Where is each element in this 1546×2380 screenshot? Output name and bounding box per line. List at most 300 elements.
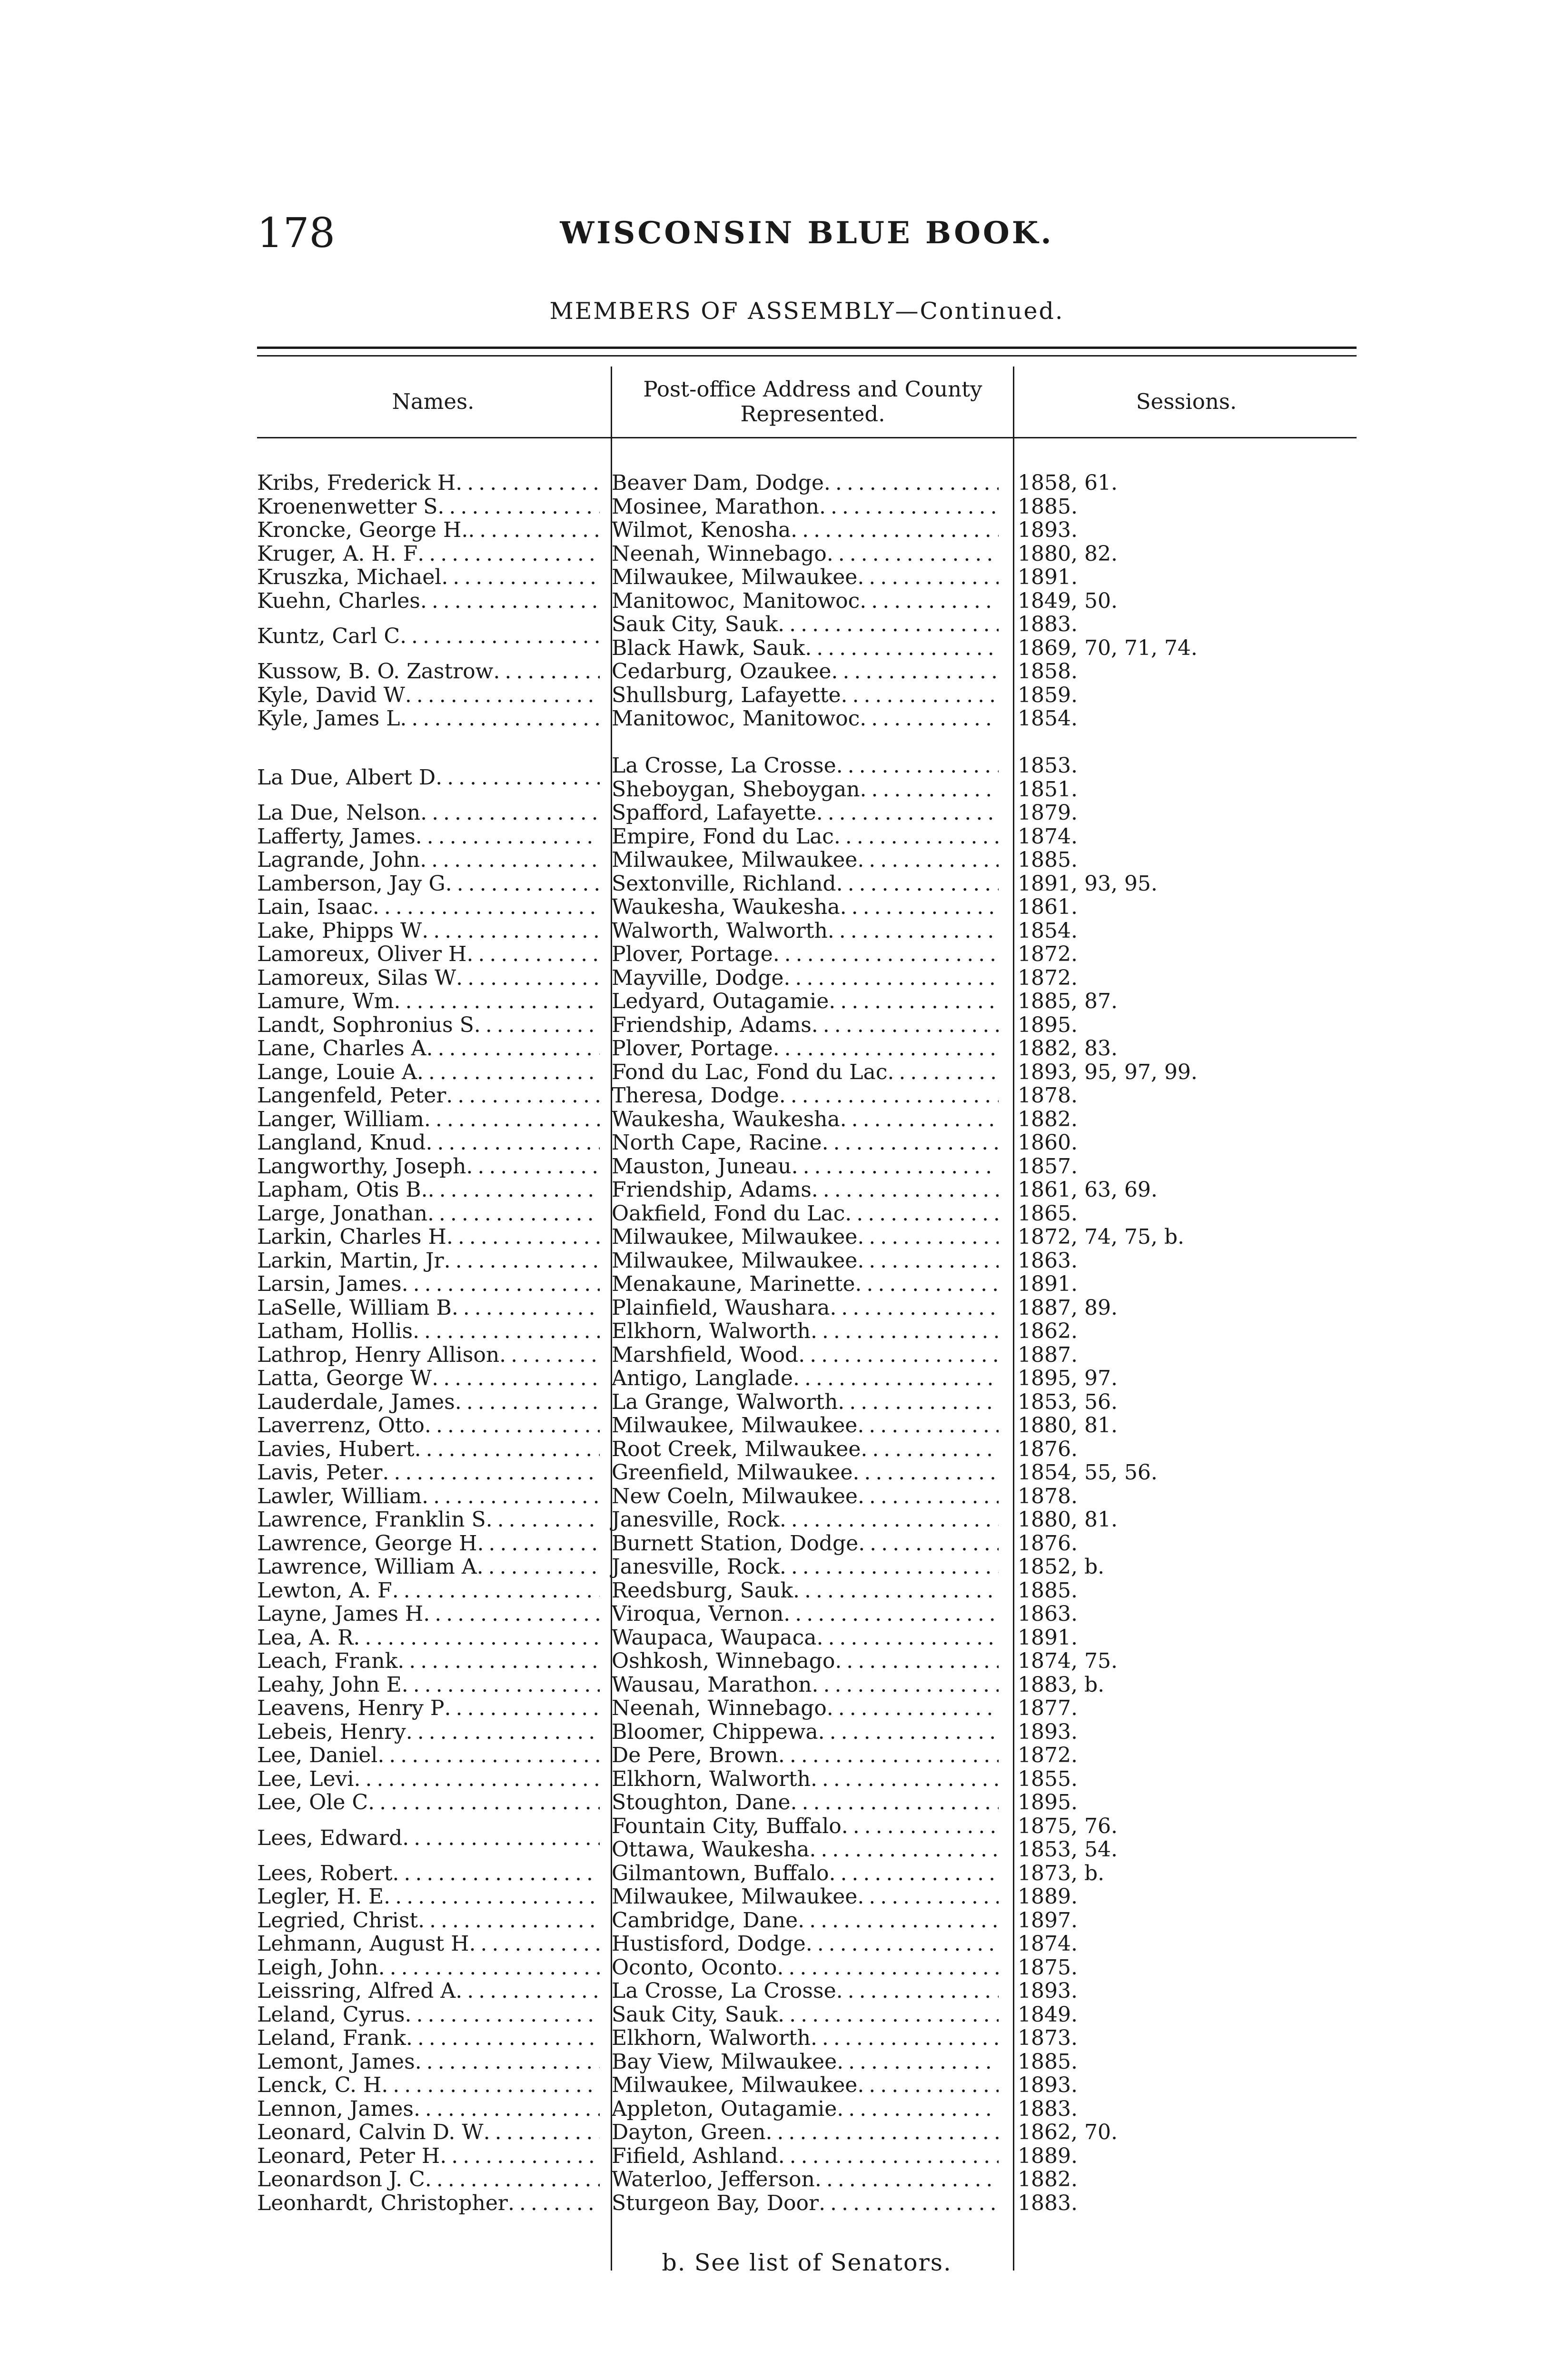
- table-row: [257, 1508, 1357, 1532]
- session-years: [1018, 731, 1332, 754]
- post-office-line: [612, 1390, 999, 1414]
- session-years: 1873.: [1018, 2026, 1078, 2050]
- sessions: [999, 565, 1332, 589]
- post-office-line: [612, 1013, 999, 1037]
- sessions: [999, 1319, 1332, 1343]
- post-office-text: Milwaukee, Milwaukee: [612, 1225, 858, 1249]
- post-office-text: Beaver Dam, Dodge: [612, 471, 824, 495]
- post-office-text: Manitowoc, Manitowoc: [612, 707, 860, 731]
- session-years: 1878.: [1018, 1484, 1078, 1508]
- member-name: [257, 1555, 600, 1579]
- member-name: [257, 872, 600, 896]
- post-office-text: Fountain City, Buffalo: [612, 1814, 842, 1838]
- member-name-text: Laverrenz, Otto: [257, 1413, 425, 1438]
- member-name-text: Larkin, Charles H: [257, 1225, 446, 1250]
- sessions: [999, 2168, 1332, 2192]
- member-name-text: LaSelle, William B: [257, 1295, 452, 1320]
- post-office-text: Gilmantown, Buffalo: [612, 1861, 829, 1885]
- post-office-line: [612, 1956, 999, 1980]
- table-row: [257, 1791, 1357, 1815]
- post-office-address: [600, 707, 999, 731]
- sessions: [999, 684, 1332, 707]
- post-office-line: [612, 1438, 999, 1461]
- member-name: [257, 589, 600, 613]
- member-name: [257, 542, 600, 566]
- session-years: 1891.: [1018, 1272, 1078, 1296]
- member-name: [257, 1767, 600, 1791]
- post-office-text: Waupaca, Waupaca: [612, 1626, 817, 1649]
- post-office-line: [612, 1343, 999, 1367]
- post-office-address: [600, 1367, 999, 1390]
- session-years: 1891.: [1018, 1626, 1078, 1649]
- member-name-text: Latta, George W: [257, 1366, 432, 1391]
- member-name: [257, 1225, 600, 1249]
- table-row: [257, 825, 1357, 849]
- member-name: [257, 1272, 600, 1296]
- post-office-address: [600, 990, 999, 1013]
- table-row: [257, 707, 1357, 731]
- post-office-line: [612, 1084, 999, 1108]
- sessions: [999, 1862, 1332, 1885]
- table-row: [257, 2192, 1357, 2215]
- session-years: 1889.: [1018, 2144, 1078, 2168]
- sessions: [999, 1555, 1332, 1579]
- post-office-line: [612, 1885, 999, 1909]
- post-office-text: Janesville, Rock: [612, 1555, 780, 1579]
- post-office-line: [612, 1673, 999, 1697]
- table-row: [257, 1885, 1357, 1909]
- post-office-address: [600, 1390, 999, 1414]
- post-office-address: [600, 2144, 999, 2168]
- post-office-line: [612, 1720, 999, 1744]
- table-row: [257, 660, 1357, 684]
- member-name-text: Lane, Charles A: [257, 1036, 426, 1061]
- sessions: [999, 872, 1332, 896]
- post-office-text: Mayville, Dodge: [612, 966, 784, 990]
- sessions: [999, 942, 1332, 966]
- post-office-address: [600, 2050, 999, 2074]
- session-years: 1872.: [1018, 1744, 1078, 1767]
- table-spacer: [257, 731, 1357, 754]
- sessions: [999, 1390, 1332, 1414]
- post-office-text: Elkhorn, Walworth: [612, 2026, 811, 2050]
- member-name: [257, 1932, 600, 1956]
- table-row: [257, 518, 1357, 542]
- table-row: [257, 1932, 1357, 1956]
- member-name-text: Lake, Phipps W: [257, 918, 422, 943]
- post-office-line: [612, 1744, 999, 1767]
- table-row: [257, 1744, 1357, 1767]
- post-office-address: [600, 872, 999, 896]
- member-name-text: Lawrence, William A: [257, 1555, 477, 1579]
- post-office-line: [612, 731, 999, 754]
- session-years: 1885.: [1018, 2050, 1078, 2073]
- member-name: [257, 1413, 600, 1438]
- session-years: 1859.: [1018, 683, 1078, 707]
- post-office-text: Bay View, Milwaukee: [612, 2050, 837, 2073]
- table-row: [257, 754, 1357, 801]
- post-office-text: Milwaukee, Milwaukee: [612, 2073, 858, 2097]
- post-office-address: [600, 1225, 999, 1249]
- post-office-address: [600, 895, 999, 919]
- post-office-address: [600, 966, 999, 990]
- post-office-text: Manitowoc, Manitowoc: [612, 589, 860, 613]
- session-years: 1876.: [1018, 1531, 1078, 1555]
- sessions: [999, 1013, 1332, 1037]
- member-name: [257, 1484, 600, 1508]
- table-row: [257, 801, 1357, 825]
- session-years: 1874.: [1018, 824, 1078, 848]
- post-office-text: Cambridge, Dane: [612, 1908, 798, 1932]
- post-office-line: [612, 1037, 999, 1061]
- post-office-text: Reedsburg, Sauk: [612, 1578, 793, 1602]
- sessions: [999, 1225, 1332, 1249]
- member-name-text: Lewton, A. F: [257, 1578, 392, 1603]
- post-office-address: [600, 919, 999, 943]
- member-name: [257, 1743, 600, 1767]
- table-row: [257, 1696, 1357, 1720]
- member-name-text: Latham, Hollis: [257, 1319, 413, 1344]
- post-office-address: [600, 1178, 999, 1202]
- member-name: [257, 1673, 600, 1697]
- footnote: b. See list of Senators.: [662, 2249, 952, 2276]
- post-office-address: [600, 1696, 999, 1720]
- post-office-line: [612, 2050, 999, 2074]
- post-office-address: [600, 1037, 999, 1061]
- sessions: [999, 2026, 1332, 2050]
- table-row: [257, 1037, 1357, 1061]
- sessions: [999, 660, 1332, 684]
- post-office-address: [600, 1885, 999, 1909]
- post-office-text: Milwaukee, Milwaukee: [612, 565, 858, 589]
- session-years: 1858, 61.: [1018, 471, 1118, 495]
- sessions: [999, 1815, 1332, 1862]
- table-row: [257, 1108, 1357, 1131]
- member-name: [257, 1036, 600, 1061]
- member-name: [257, 565, 600, 589]
- member-name-text: Langworthy, Joseph: [257, 1154, 466, 1179]
- post-office-address: [600, 1249, 999, 1273]
- table-row: [257, 966, 1357, 990]
- table-row: [257, 613, 1357, 660]
- member-name: [257, 1013, 600, 1037]
- post-office-text: Bloomer, Chippewa: [612, 1720, 818, 1744]
- sessions: [999, 2097, 1332, 2121]
- post-office-address: [600, 1438, 999, 1461]
- post-office-line: [612, 1696, 999, 1720]
- post-office-text: Janesville, Rock: [612, 1508, 780, 1532]
- post-office-line: [612, 471, 999, 495]
- post-office-line: [612, 1178, 999, 1202]
- member-name: [257, 2050, 600, 2074]
- post-office-address: [600, 1791, 999, 1815]
- member-name: [257, 1366, 600, 1390]
- table-row: [257, 1909, 1357, 1933]
- sessions: [999, 2144, 1332, 2168]
- post-office-line: [612, 2121, 999, 2144]
- sessions: [999, 1649, 1332, 1673]
- post-office-line: [612, 1202, 999, 1226]
- member-name-text: Leland, Cyrus: [257, 2002, 405, 2027]
- post-office-address: [600, 1626, 999, 1650]
- table-row: [257, 1178, 1357, 1202]
- member-name: [257, 989, 600, 1013]
- session-years: 1858.: [1018, 660, 1078, 684]
- member-name-text: Lain, Isaac: [257, 895, 373, 920]
- sessions: [999, 2192, 1332, 2215]
- member-name-text: Lawrence, George H: [257, 1531, 477, 1556]
- sessions: [999, 848, 1332, 872]
- session-years: 1882.: [1018, 2168, 1078, 2192]
- member-name-text: Lemont, James: [257, 2049, 415, 2074]
- session-years: 1883.: [1018, 613, 1078, 637]
- sessions: [999, 1696, 1332, 1720]
- session-years: 1885.: [1018, 848, 1078, 872]
- post-office-line: [612, 613, 999, 636]
- sessions: [999, 1767, 1332, 1791]
- post-office-line: [612, 2144, 999, 2168]
- session-years: 1891, 93, 95.: [1018, 872, 1158, 895]
- post-office-line: [612, 1319, 999, 1343]
- post-office-line: [612, 801, 999, 825]
- sessions: [999, 495, 1332, 519]
- session-years: 1852, b.: [1018, 1555, 1105, 1579]
- post-office-address: [600, 1461, 999, 1485]
- table-row: [257, 919, 1357, 943]
- post-office-line: [612, 754, 999, 778]
- member-name: [257, 1343, 600, 1367]
- post-office-address: [600, 1485, 999, 1508]
- member-name: [257, 1884, 600, 1909]
- session-years: 1874, 75.: [1018, 1649, 1118, 1673]
- member-name-text: La Due, Nelson: [257, 801, 421, 825]
- member-name: [257, 1979, 600, 2003]
- post-office-text: Cedarburg, Ozaukee: [612, 660, 832, 684]
- member-name-text: Kruszka, Michael: [257, 565, 442, 590]
- member-name: [257, 848, 600, 872]
- post-office-address: [600, 542, 999, 566]
- table-row: [257, 1438, 1357, 1461]
- session-years: 1873, b.: [1018, 1861, 1105, 1885]
- session-years: 1875, 76.: [1018, 1814, 1118, 1838]
- post-office-text: Burnett Station, Dodge: [612, 1531, 859, 1555]
- member-name-text: Lawrence, Franklin S: [257, 1507, 486, 1532]
- session-years: 1883, b.: [1018, 1673, 1105, 1696]
- member-name-text: Lehmann, August H: [257, 1932, 469, 1956]
- member-name: [257, 624, 600, 648]
- post-office-address: [600, 2026, 999, 2050]
- post-office-text: Empire, Fond du Lac: [612, 824, 834, 848]
- post-office-address: [600, 1155, 999, 1179]
- sessions: [999, 1485, 1332, 1508]
- member-name: [257, 1696, 600, 1720]
- session-years: 1861, 63, 69.: [1018, 1178, 1158, 1202]
- member-name: [257, 659, 600, 684]
- session-years: 1849, 50.: [1018, 589, 1118, 613]
- post-office-line: [612, 1909, 999, 1933]
- member-name: [257, 1507, 600, 1532]
- member-name-text: Lapham, Otis B.: [257, 1178, 428, 1202]
- top-rule: [257, 347, 1357, 349]
- table-row: [257, 589, 1357, 613]
- member-name-text: Langland, Knud: [257, 1130, 426, 1155]
- table-row: [257, 942, 1357, 966]
- sessions: [999, 1602, 1332, 1626]
- post-office-text: Wausau, Marathon: [612, 1673, 812, 1696]
- member-name: [257, 1390, 600, 1414]
- post-office-line: [612, 495, 999, 519]
- post-office-line: [612, 1131, 999, 1155]
- post-office-address: [600, 1767, 999, 1791]
- table-row: [257, 1390, 1357, 1414]
- sessions: [999, 1579, 1332, 1603]
- post-office-line: [612, 990, 999, 1013]
- sessions: [999, 1296, 1332, 1320]
- post-office-address: [600, 1956, 999, 1980]
- member-name: [257, 2026, 600, 2050]
- table-row: [257, 1225, 1357, 1249]
- session-years: 1897.: [1018, 1908, 1078, 1932]
- member-name-text: Langenfeld, Peter: [257, 1083, 446, 1108]
- post-office-text: Dayton, Green: [612, 2121, 766, 2144]
- member-name-text: Lees, Robert: [257, 1861, 393, 1885]
- post-office-text: Fifield, Ashland: [612, 2144, 778, 2168]
- session-years: 1854.: [1018, 707, 1078, 731]
- member-name-text: Lamoreux, Silas W: [257, 965, 456, 990]
- table-row: [257, 1319, 1357, 1343]
- member-name-text: Landt, Sophronius S: [257, 1012, 474, 1037]
- post-office-text: Marshfield, Wood: [612, 1343, 799, 1367]
- post-office-line: [612, 1649, 999, 1673]
- session-years: 1863.: [1018, 1249, 1078, 1272]
- session-years: 1891.: [1018, 565, 1078, 589]
- page-number: 178: [257, 209, 336, 257]
- post-office-line: [612, 1979, 999, 2003]
- member-name-text: Lamoreux, Oliver H: [257, 942, 467, 967]
- table-row: [257, 1296, 1357, 1320]
- member-name-text: Legler, H. E: [257, 1884, 384, 1909]
- post-office-line: [612, 2192, 999, 2215]
- member-name-text: Lamure, Wm: [257, 989, 394, 1014]
- member-name: [257, 2191, 600, 2215]
- session-years: 1876.: [1018, 1437, 1078, 1461]
- member-name-text: Kroncke, George H.: [257, 518, 468, 543]
- session-years: 1895, 97.: [1018, 1367, 1118, 1390]
- post-office-address: [600, 1108, 999, 1131]
- session-years: 1880, 82.: [1018, 542, 1118, 565]
- post-office-line: [612, 1862, 999, 1885]
- sessions: [999, 801, 1332, 825]
- member-name-text: Lafferty, James: [257, 824, 416, 849]
- post-office-line: [612, 1602, 999, 1626]
- post-office-address: [600, 1744, 999, 1767]
- table-row: [257, 1815, 1357, 1862]
- table-row: [257, 2026, 1357, 2050]
- post-office-text: Sauk City, Sauk: [612, 613, 778, 637]
- member-name-text: Lange, Louie A: [257, 1060, 417, 1084]
- post-office-line: [612, 542, 999, 566]
- session-years: 1854.: [1018, 919, 1078, 942]
- post-office-text: Sheboygan, Sheboygan: [612, 777, 860, 801]
- post-office-address: [600, 1932, 999, 1956]
- table-row: [257, 872, 1357, 896]
- session-years: 1880, 81.: [1018, 1508, 1118, 1532]
- sessions: [999, 1272, 1332, 1296]
- table-row: [257, 1461, 1357, 1485]
- post-office-text: Neenah, Winnebago: [612, 542, 827, 565]
- sessions: [999, 542, 1332, 566]
- member-name: [257, 1460, 600, 1485]
- post-office-text: La Grange, Walworth: [612, 1390, 838, 1414]
- post-office-line: [612, 2168, 999, 2192]
- session-years: 1885, 87.: [1018, 990, 1118, 1013]
- member-name: [257, 471, 600, 495]
- member-name: [257, 1201, 600, 1226]
- sessions: [999, 731, 1332, 754]
- member-name-text: Lavis, Peter: [257, 1460, 383, 1485]
- post-office-text: Antigo, Langlade: [612, 1367, 793, 1390]
- session-years: 1889.: [1018, 1885, 1078, 1909]
- post-office-line: [612, 1061, 999, 1084]
- table-row: [257, 1602, 1357, 1626]
- post-office-line: [612, 636, 999, 660]
- sessions: [999, 1744, 1332, 1767]
- member-name-text: Leonhardt, Christopher: [257, 2191, 508, 2215]
- post-office-text: Waterloo, Jefferson: [612, 2168, 815, 2192]
- post-office-text: Milwaukee, Milwaukee: [612, 848, 858, 872]
- sessions: [999, 1461, 1332, 1485]
- post-office-address: [600, 1815, 999, 1862]
- session-years: 1883.: [1018, 2097, 1078, 2121]
- table-row: [257, 542, 1357, 566]
- post-office-address: [600, 613, 999, 660]
- session-years: 1861.: [1018, 895, 1078, 919]
- sessions: [999, 1979, 1332, 2003]
- post-office-text: Mosinee, Marathon: [612, 495, 819, 518]
- sessions: [999, 1061, 1332, 1084]
- sessions: [999, 1414, 1332, 1438]
- session-years: 1849.: [1018, 2003, 1078, 2026]
- post-office-text: Elkhorn, Walworth: [612, 1767, 811, 1791]
- post-office-address: [600, 801, 999, 825]
- table-row: [257, 1555, 1357, 1579]
- post-office-line: [612, 565, 999, 589]
- post-office-text: Theresa, Dodge: [612, 1084, 779, 1108]
- post-office-text: Waukesha, Waukesha: [612, 895, 840, 919]
- member-name-text: Lee, Ole C: [257, 1790, 368, 1815]
- member-name-text: Lee, Daniel: [257, 1743, 378, 1768]
- sessions: [999, 1791, 1332, 1815]
- table-row: [257, 2144, 1357, 2168]
- post-office-line: [612, 966, 999, 990]
- sessions: [999, 1626, 1332, 1650]
- session-years: 1854, 55, 56.: [1018, 1461, 1158, 1485]
- post-office-address: [600, 848, 999, 872]
- table-row: [257, 990, 1357, 1013]
- post-office-text: North Cape, Racine: [612, 1131, 822, 1155]
- session-years: 1893.: [1018, 1720, 1078, 1744]
- page-header: [257, 207, 1357, 259]
- column-header-sessions: Sessions.: [1136, 389, 1237, 414]
- post-office-text: Sauk City, Sauk: [612, 2003, 778, 2026]
- post-office-text: Viroqua, Vernon: [612, 1602, 784, 1626]
- post-office-text: Root Creek, Milwaukee: [612, 1437, 861, 1461]
- post-office-text: Milwaukee, Milwaukee: [612, 1414, 858, 1438]
- post-office-line: [612, 1461, 999, 1485]
- member-name: [257, 1955, 600, 1980]
- post-office-text: Neenah, Winnebago: [612, 1696, 827, 1720]
- member-name: [257, 1296, 600, 1320]
